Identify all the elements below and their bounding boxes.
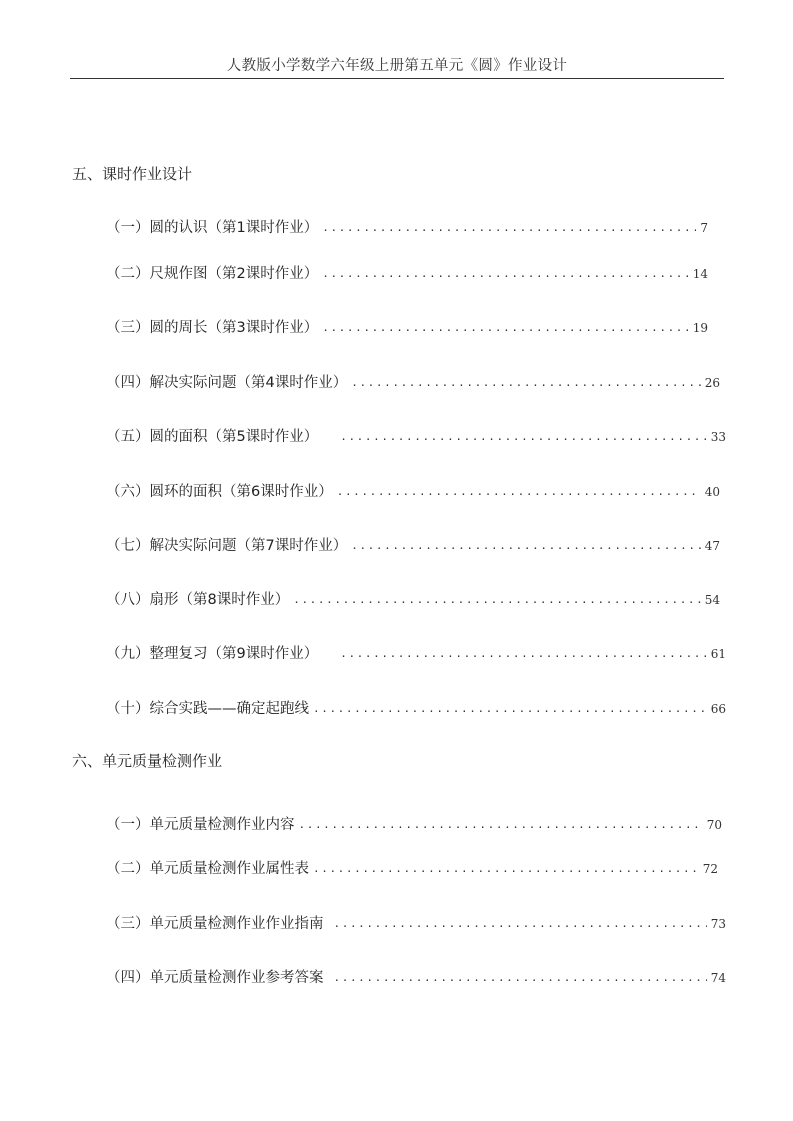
dot-leader	[293, 590, 700, 610]
section-heading-six: 六、单元质量检测作业	[72, 752, 223, 770]
toc-entry-5-8[interactable]	[106, 590, 720, 610]
page-header	[70, 54, 724, 79]
toc-entry-5-5[interactable]	[106, 427, 726, 447]
toc-entry-label: （二）单元质量检测作业属性表	[106, 861, 309, 877]
toc-page-number: 26	[704, 376, 720, 390]
toc-entry-label: （八）扇形（第8课时作业）	[106, 592, 290, 608]
toc-entry-label: （一）圆的认识（第1课时作业）	[106, 220, 319, 236]
toc-entry-5-4[interactable]	[106, 373, 720, 393]
toc-entry-5-9[interactable]	[106, 644, 726, 664]
dot-leader	[334, 968, 707, 988]
toc-page-number: 40	[704, 485, 720, 499]
toc-entry-5-6[interactable]	[106, 482, 720, 502]
toc-page-number: 70	[706, 818, 722, 832]
dot-leader	[322, 318, 688, 338]
toc-entry-label: （四）解决实际问题（第4课时作业）	[106, 375, 348, 391]
toc-page-number: 7	[700, 221, 708, 235]
toc-page-number: 73	[710, 917, 726, 931]
toc-entry-5-1[interactable]	[106, 218, 708, 238]
toc-entry-label: （三）单元质量检测作业作业指南	[106, 916, 324, 932]
toc-entry-label: （九）整理复习（第9课时作业）	[106, 646, 319, 662]
toc-entry-label: （四）单元质量检测作业参考答案	[106, 970, 324, 986]
dot-leader	[322, 218, 696, 238]
toc-entry-5-7[interactable]	[106, 536, 720, 556]
toc-entry-6-1[interactable]	[106, 815, 722, 835]
toc-entry-label: （三）圆的周长（第3课时作业）	[106, 320, 319, 336]
toc-page-number: 33	[710, 430, 726, 444]
toc-entry-label: （六）圆环的面积（第6课时作业）	[106, 484, 333, 500]
toc-entry-5-2[interactable]	[106, 264, 708, 284]
toc-entry-label: （五）圆的面积（第5课时作业）	[106, 429, 319, 445]
toc-entry-5-3[interactable]	[106, 318, 708, 338]
dot-leader	[313, 699, 707, 719]
toc-page-number: 19	[692, 321, 708, 335]
toc-page-number: 72	[702, 862, 718, 876]
toc-entry-label: （一）单元质量检测作业内容	[106, 817, 295, 833]
toc-entry-label: （二）尺规作图（第2课时作业）	[106, 266, 319, 282]
toc-page-number: 14	[692, 267, 708, 281]
toc-entry-6-4[interactable]	[106, 968, 726, 988]
dot-leader	[322, 264, 688, 284]
section-heading-five: 五、课时作业设计	[72, 165, 193, 183]
toc-entry-6-3[interactable]	[106, 914, 726, 934]
toc-page-number: 54	[704, 593, 720, 607]
dot-leader	[340, 644, 706, 664]
dot-leader	[337, 482, 701, 502]
toc-entry-label: （十）综合实践——确定起跑线	[106, 701, 309, 717]
dot-leader	[351, 536, 700, 556]
dot-leader	[334, 914, 707, 934]
toc-page-number: 61	[710, 647, 726, 661]
document-title: 人教版小学数学六年级上册第五单元《圆》作业设计	[226, 58, 568, 74]
dot-leader	[299, 815, 703, 835]
dot-leader	[313, 859, 699, 879]
toc-page-number: 74	[710, 971, 726, 985]
toc-page-number: 66	[710, 702, 726, 716]
toc-entry-5-10[interactable]	[106, 699, 726, 719]
dot-leader	[340, 427, 706, 447]
toc-entry-label: （七）解决实际问题（第7课时作业）	[106, 538, 348, 554]
toc-page-number: 47	[704, 539, 720, 553]
toc-entry-6-2[interactable]	[106, 859, 718, 879]
dot-leader	[351, 373, 700, 393]
